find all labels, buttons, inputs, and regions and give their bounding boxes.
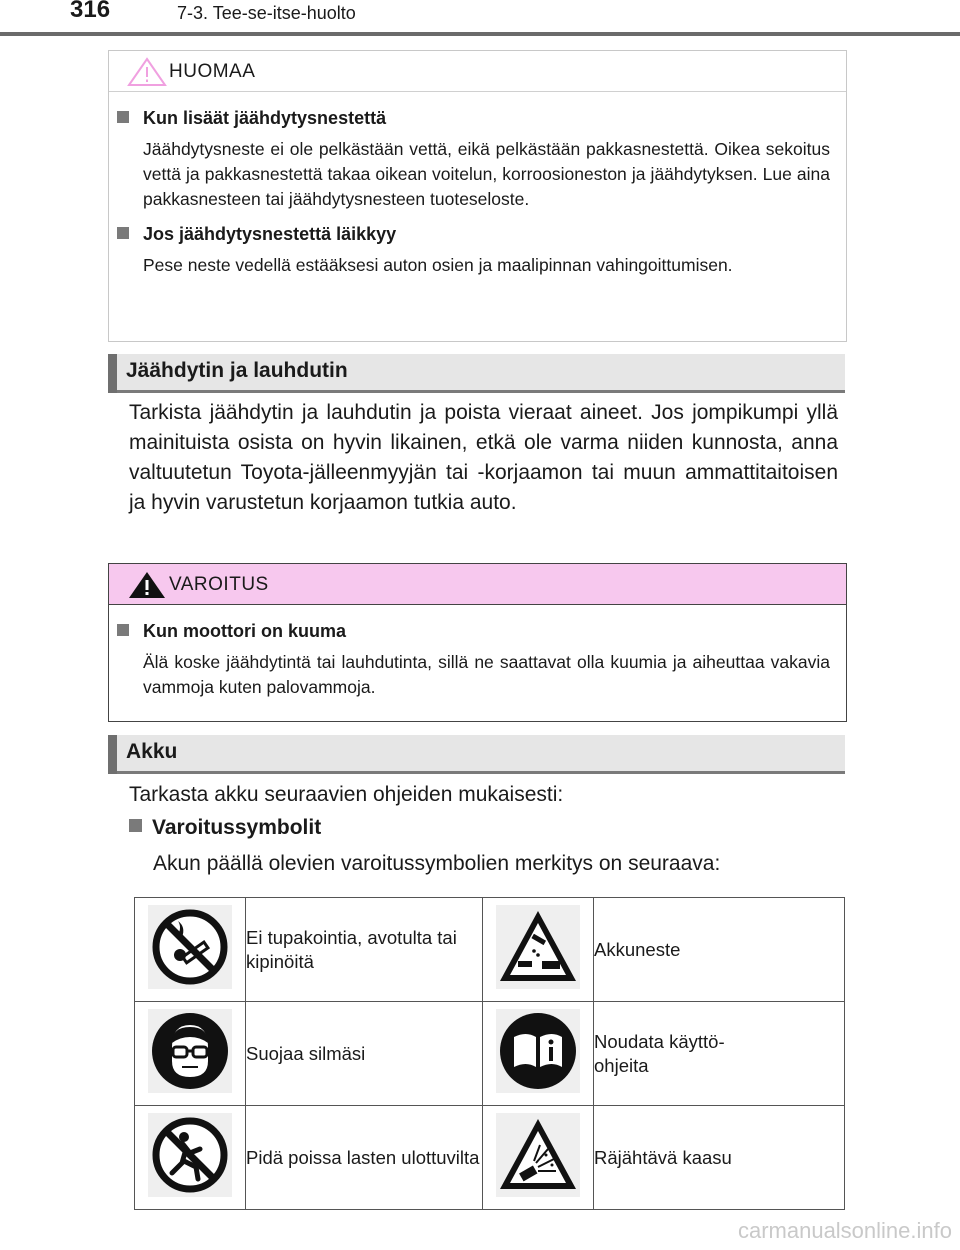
header-rule xyxy=(0,32,960,36)
subheading-warning-symbols: Varoitussymbolit xyxy=(129,816,321,840)
warning-header xyxy=(109,564,846,605)
eye-protection-icon xyxy=(148,1009,232,1093)
notice-item-title: Kun lisäät jäähdytysnestettä xyxy=(117,108,830,129)
battery-acid-icon xyxy=(496,905,580,989)
notice-item-text: Pese neste vedellä estääksesi auton osien ja maalipinnan vahingoittumisen. xyxy=(143,255,733,275)
symbol-label: Akkuneste xyxy=(594,898,845,1002)
square-bullet-icon xyxy=(117,624,129,636)
warning-triangle-icon xyxy=(127,570,167,600)
symbol-label: Noudata käyttö- ohjeita xyxy=(594,1002,845,1106)
symbol-label: Ei tupakointia, avotulta tai kipinöitä xyxy=(246,898,483,1002)
battery-intro: Tarkasta akku seuraavien ohjeiden mukaisesti: xyxy=(129,783,564,806)
read-manual-icon xyxy=(496,1009,580,1093)
table-row xyxy=(135,898,845,1002)
keep-away-children-icon xyxy=(148,1113,232,1197)
no-smoking-icon xyxy=(148,905,232,989)
warning-item-text: Älä koske jäähdytintä tai lauhdutinta, sillä ne saattavat olla kuumia ja aiheuttaa vakavia vammoja kuten palovammoja. xyxy=(143,652,830,697)
symbol-label: Suojaa silmäsi xyxy=(246,1002,483,1106)
notice-label: HUOMAA xyxy=(169,61,256,82)
running-header: 7-3. Tee-se-itse-huolto xyxy=(177,3,356,23)
square-bullet-icon xyxy=(117,227,129,239)
explosive-gas-icon xyxy=(496,1113,580,1197)
notice-header xyxy=(109,51,846,92)
notice-item-title: Jos jäähdytysnestettä läikkyy xyxy=(117,224,830,245)
table-row xyxy=(135,1106,845,1210)
table-row xyxy=(135,1002,845,1106)
notice-box xyxy=(108,50,847,342)
warning-box xyxy=(108,563,847,722)
warning-item-title: Kun moottori on kuuma xyxy=(117,621,830,642)
watermark: carmanualsonline.info xyxy=(737,1218,952,1243)
symbols-description: Akun päällä olevien varoitussymbolien merkitys on seuraava: xyxy=(153,852,721,875)
warning-label: VAROITUS xyxy=(169,574,269,595)
radiator-paragraph: Tarkista jäähdytin ja lauhdutin ja poista vieraat aineet. Jos jompikumpi yllä mainituista osista on hyvin likainen, etkä ole varma niiden kunnosta, anna valtuutetun Toyota-jälleenmyyjän tai -korjaamon tai muun ammattitaitoisen ja hyvin varustetun korjaamon tutkia auto. xyxy=(129,401,838,514)
page-number: 316 xyxy=(70,0,111,23)
symbol-label: Pidä poissa lasten ulottuvilta xyxy=(246,1106,483,1210)
notice-item-text: Jäähdytysneste ei ole pelkästään vettä, eikä pelkästään pakkasnestettä. Oikea sekoitus vettä ja pakkasnestettä takaa oikean voitelun, korroosioneston ja jäähdytyksen. Lue aina pakkasnesteen tai jäähdytysnesteen tuoteseloste. xyxy=(143,139,830,209)
caution-triangle-icon xyxy=(127,57,167,87)
section-heading-battery: Akku xyxy=(108,735,845,774)
symbol-label: Räjähtävä kaasu xyxy=(594,1106,845,1210)
warning-symbols-table xyxy=(134,897,845,1210)
section-heading-radiator: Jäähdytin ja lauhdutin xyxy=(108,354,845,393)
square-bullet-icon xyxy=(129,819,142,832)
square-bullet-icon xyxy=(117,111,129,123)
